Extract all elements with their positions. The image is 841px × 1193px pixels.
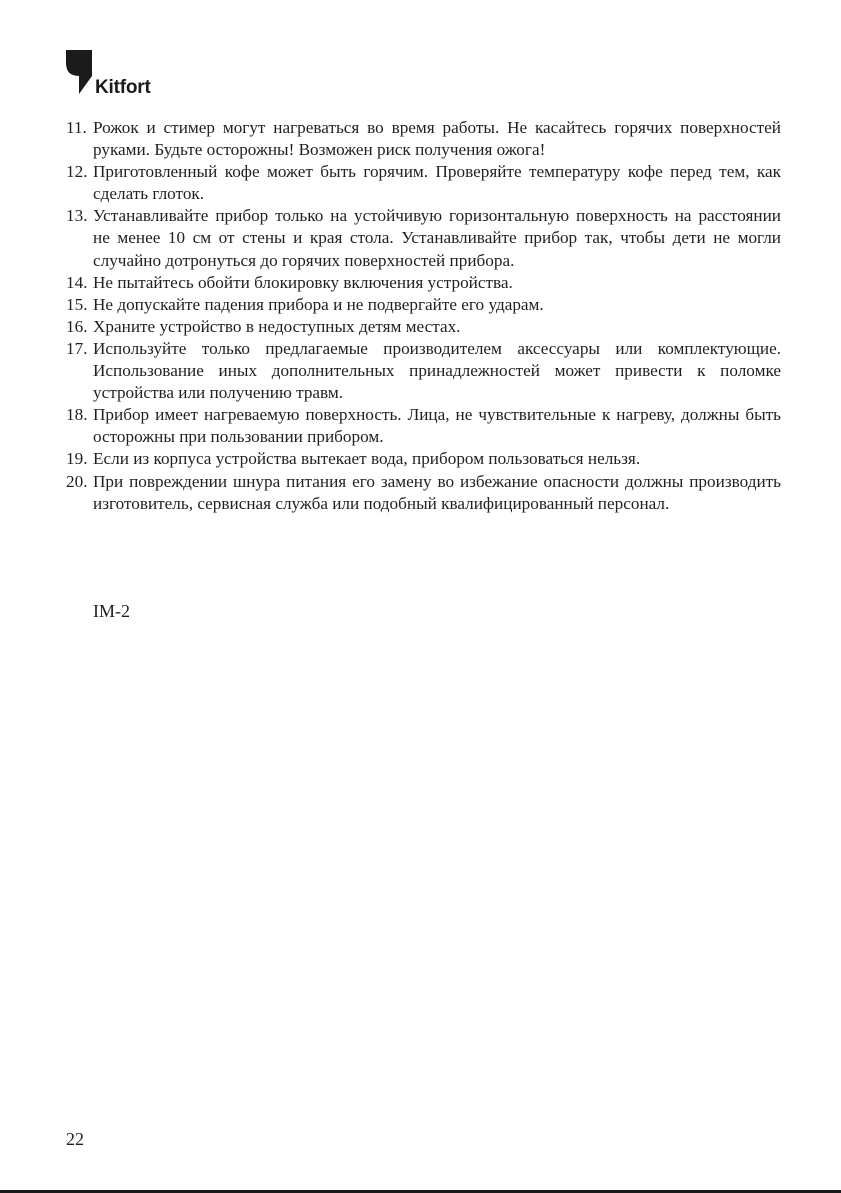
instruction-item-17 bbox=[66, 338, 781, 404]
instruction-number: 17. bbox=[66, 338, 88, 358]
instruction-item-20 bbox=[66, 471, 781, 515]
safety-instructions-list bbox=[66, 117, 781, 515]
instruction-number: 19. bbox=[66, 449, 88, 469]
instruction-number: 14. bbox=[66, 272, 88, 292]
kitfort-logo-mark-icon bbox=[66, 50, 92, 94]
instruction-text: Храните устройство в недоступных детям местах. bbox=[93, 316, 461, 336]
instruction-number: 20. bbox=[66, 471, 88, 491]
instruction-number: 13. bbox=[66, 206, 88, 226]
instruction-text: Не допускайте падения прибора и не подвергайте его ударам. bbox=[93, 294, 544, 314]
instruction-item-19 bbox=[66, 448, 781, 470]
instruction-number: 15. bbox=[66, 294, 88, 314]
page-number: 22 bbox=[66, 1129, 84, 1149]
instruction-number: 16. bbox=[66, 316, 88, 336]
instruction-text: Если из корпуса устройства вытекает вода, прибором пользоваться нельзя. bbox=[93, 449, 641, 469]
instruction-item-13 bbox=[66, 205, 781, 271]
instruction-item-15 bbox=[66, 294, 781, 316]
instruction-text: Приготовленный кофе может быть горячим. Проверяйте температуру кофе перед тем, как сделать глоток. bbox=[93, 162, 781, 204]
instruction-item-14 bbox=[66, 272, 781, 294]
instruction-item-16 bbox=[66, 316, 781, 338]
instruction-text: Используйте только предлагаемые производителем аксессуары или комплектующие. Использование иных дополнительных принадлежностей может привести к поломке устройства или получению травм. bbox=[93, 338, 781, 403]
instruction-item-12 bbox=[66, 161, 781, 205]
instruction-text: Не пытайтесь обойти блокировку включения устройства. bbox=[93, 272, 513, 292]
instruction-text: При повреждении шнура питания его замену во избежание опасности должны производить изготовитель, сервисная служба или подобный квалифицированный персонал. bbox=[93, 471, 781, 513]
kitfort-logo-text: Kitfort bbox=[95, 77, 151, 98]
instruction-text: Устанавливайте прибор только на устойчивую горизонтальную поверхность на расстоянии не менее 10 см от стены и края стола. Устанавливайте прибор так, чтобы дети не могли случайно дотронуться до горячих поверхностей прибора. bbox=[93, 206, 781, 270]
instruction-text: Рожок и стимер могут нагреваться во время работы. Не касайтесь горячих поверхностей руками. Будьте осторожны! Возможен риск получения ожога! bbox=[93, 118, 781, 160]
instruction-number: 12. bbox=[66, 162, 88, 182]
instruction-number: 18. bbox=[66, 405, 88, 425]
instruction-item-11 bbox=[66, 117, 781, 161]
instruction-item-18 bbox=[66, 404, 781, 448]
instruction-number: 11. bbox=[66, 118, 87, 137]
instruction-text: Прибор имеет нагреваемую поверхность. Лица, не чувствительные к нагреву, должны быть осторожны при пользовании прибором. bbox=[93, 405, 781, 447]
kitfort-logo bbox=[66, 50, 176, 100]
model-code: IM-2 bbox=[93, 601, 130, 621]
